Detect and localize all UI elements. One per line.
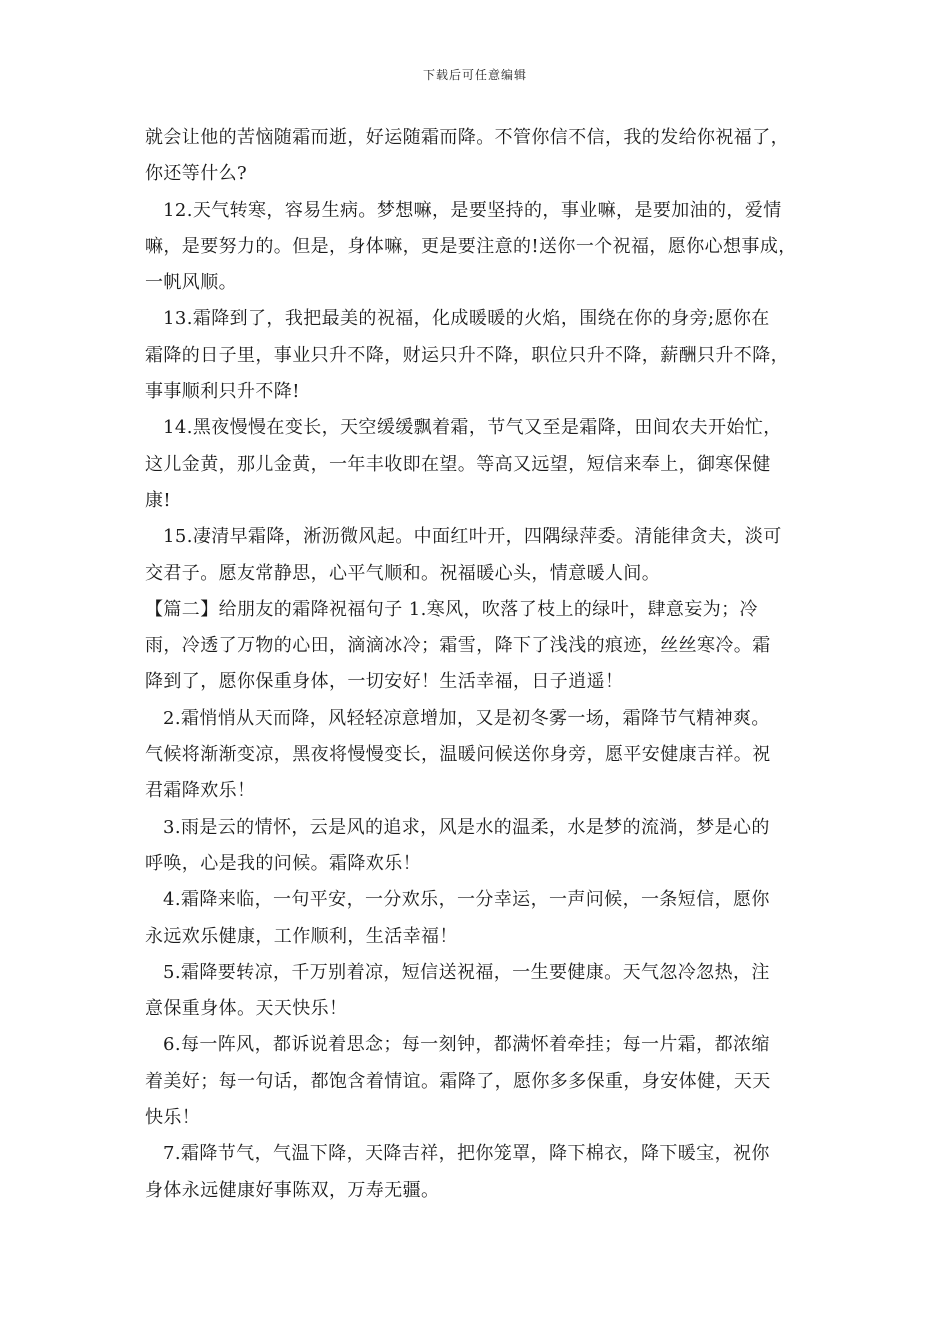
text-line: 交君子。愿友常静思，心平气顺和。祝福暖心头，情意暖人间。 xyxy=(145,562,661,584)
text-line: 事事顺利只升不降! xyxy=(145,381,300,403)
document-body xyxy=(145,120,810,1209)
text-line: 12.天气转寒，容易生病。梦想嘛，是要坚持的，事业嘛，是要加油的，爱情 xyxy=(163,199,782,221)
text-line: 2.霜悄悄从天而降，风轻轻凉意增加，又是初冬雾一场，霜降节气精神爽。 xyxy=(163,707,770,729)
text-line: 这儿金黄，那儿金黄，一年丰收即在望。等高又远望，短信来奉上，御寒保健 xyxy=(145,453,771,475)
text-line: 呼唤，心是我的问候。霜降欢乐！ xyxy=(145,852,421,874)
text-line: 5.霜降要转凉，千万别着凉，短信送祝福，一生要健康。天气忽冷忽热，注 xyxy=(163,961,770,983)
text-line: 意保重身体。天天快乐！ xyxy=(145,998,348,1020)
text-line: 着美好；每一句话，都饱含着情谊。霜降了，愿你多多保重，身安体健，天天 xyxy=(145,1070,771,1092)
text-line: 气候将渐渐变凉，黑夜将慢慢变长，温暖问候送你身旁，愿平安健康吉祥。祝 xyxy=(145,744,771,766)
text-line: 永远欢乐健康，工作顺利，生活幸福！ xyxy=(145,925,458,947)
text-line: 身体永远健康好事陈双，万寿无疆。 xyxy=(145,1179,440,1201)
text-line: 嘛，是要努力的。但是，身体嘛，更是要注意的!送你一个祝福，愿你心想事成， xyxy=(145,235,797,257)
page-header-note: 下载后可任意编辑 xyxy=(422,68,527,82)
text-line: 就会让他的苦恼随霜而逝，好运随霜而降。不管你信不信，我的发给你祝福了， xyxy=(145,127,789,148)
text-line: 3.雨是云的情怀，云是风的追求，风是水的温柔，水是梦的流淌，梦是心的 xyxy=(163,816,770,838)
text-line: 雨，冷透了万物的心田，滴滴冰冷；霜雪，降下了浅浅的痕迹，丝丝寒冷。霜 xyxy=(145,635,771,657)
text-line: 13.霜降到了，我把最美的祝福，化成暖暖的火焰，围绕在你的身旁;愿你在 xyxy=(163,308,770,330)
text-line: 霜降的日子里，事业只升不降，财运只升不降，职位只升不降，薪酬只升不降， xyxy=(145,344,789,366)
text-line: 【篇二】给朋友的霜降祝福句子 1.寒风，吹落了枝上的绿叶，肆意妄为；冷 xyxy=(145,598,758,620)
text-line: 7.霜降节气，气温下降，天降吉祥，把你笼罩，降下棉衣，降下暖宝，祝你 xyxy=(163,1143,770,1165)
text-line: 一帆风顺。 xyxy=(145,272,237,294)
text-line: 君霜降欢乐！ xyxy=(145,780,256,802)
text-line: 快乐！ xyxy=(145,1107,201,1129)
text-line: 康! xyxy=(145,489,172,511)
text-line: 降到了，愿你保重身体，一切安好！生活幸福，日子逍遥！ xyxy=(145,671,624,693)
text-line: 15.凄清早霜降，淅沥微风起。中面红叶开，四隅绿萍委。清能律贪夫，淡可 xyxy=(163,526,782,548)
text-line: 你还等什么? xyxy=(145,163,248,185)
text-line: 14.黑夜慢慢在变长，天空缓缓飘着霜，节气又至是霜降，田间农夫开始忙， xyxy=(163,417,782,439)
text-line: 6.每一阵风，都诉说着思念；每一刻钟，都满怀着牵挂；每一片霜，都浓缩 xyxy=(163,1034,770,1056)
text-line: 4.霜降来临，一句平安，一分欢乐，一分幸运，一声问候，一条短信，愿你 xyxy=(163,889,770,911)
